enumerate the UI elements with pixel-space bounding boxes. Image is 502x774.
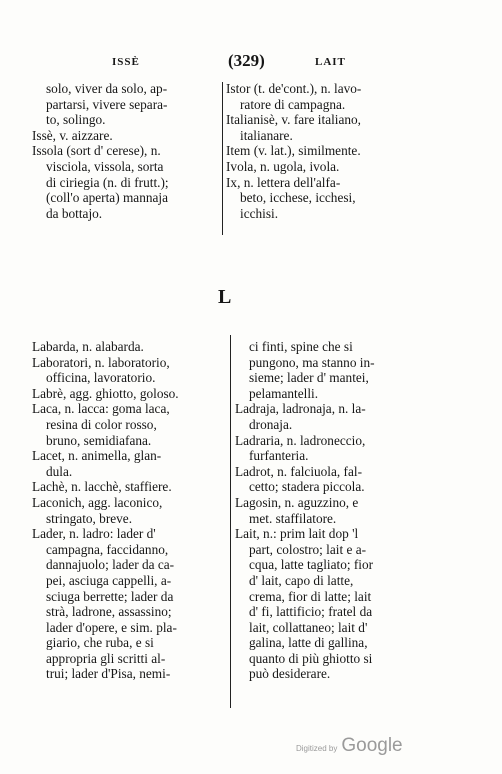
- dictionary-line: met. staffilatore.: [249, 510, 337, 526]
- dictionary-line: bruno, semidiafana.: [46, 432, 152, 448]
- dictionary-entry: Labrè, agg. ghiotto, goloso.: [32, 385, 179, 401]
- dictionary-entry: Labarda, n. alabarda.: [32, 339, 144, 354]
- dictionary-line: officina, lavoratorio.: [46, 370, 156, 386]
- dictionary-entry: Lacet, n. animella, glan-: [32, 448, 162, 464]
- dictionary-line: partarsi, vivere separa-: [46, 96, 168, 112]
- dictionary-line: pei, asciuga cappelli, a-: [46, 572, 172, 588]
- dictionary-line: ratore di campagna.: [240, 96, 346, 112]
- column-divider-top: [222, 82, 223, 235]
- dictionary-line: appropria gli scritti al-: [46, 650, 166, 666]
- dictionary-line: italianare.: [240, 127, 293, 143]
- dictionary-entry: Item (v. lat.), similmente.: [226, 143, 361, 159]
- dictionary-line: icchisi.: [240, 205, 279, 221]
- dictionary-line: d' fi, lattificio; fratel da: [249, 604, 373, 620]
- dictionary-line: cetto; stadera piccola.: [249, 479, 365, 495]
- dictionary-line: beto, icchese, icchesi,: [240, 190, 356, 206]
- dictionary-line: pungono, ma stanno in-: [249, 354, 375, 370]
- dictionary-entry: Ivola, n. ugola, ivola.: [226, 158, 340, 174]
- dictionary-entry: Lader, n. ladro: lader d': [32, 526, 156, 542]
- dictionary-line: ci finti, spine che si: [249, 339, 353, 354]
- dictionary-line: dronaja.: [249, 416, 293, 432]
- header-left-word: ISSÈ: [112, 56, 140, 68]
- dictionary-line: crema, fior di latte; lait: [249, 588, 372, 604]
- column-bottom-left: [32, 339, 228, 682]
- dictionary-line: campagna, faccidanno,: [46, 541, 169, 557]
- dictionary-line: (coll'o aperta) mannaja: [46, 190, 169, 206]
- running-header: [0, 51, 502, 75]
- dictionary-entry: Istor (t. de'cont.), n. lavo-: [226, 81, 362, 96]
- dictionary-entry: Ladraria, n. ladroneccio,: [235, 432, 366, 448]
- digitization-footer: [296, 735, 403, 757]
- dictionary-line: di ciriegia (n. di frutt.);: [46, 174, 169, 190]
- dictionary-line: resina di color rosso,: [46, 416, 157, 432]
- dictionary-entry: Laca, n. lacca: goma laca,: [32, 401, 170, 417]
- dictionary-line: lader d'opere, e sim. pla-: [46, 619, 177, 635]
- dictionary-entry: Lait, n.: prim lait dop 'l: [235, 526, 359, 542]
- dictionary-line: d' lait, capo di latte,: [249, 572, 354, 588]
- dictionary-line: dannajuolo; lader da ca-: [46, 557, 175, 573]
- header-right-word: LAIT: [315, 56, 346, 68]
- dictionary-line: trui; lader d'Pisa, nemi-: [46, 666, 171, 682]
- dictionary-line: visciola, vissola, sorta: [46, 158, 164, 174]
- dictionary-entry: Ladraja, ladronaja, n. la-: [235, 401, 366, 417]
- page-number: (329): [228, 51, 265, 70]
- dictionary-line: pelamantelli.: [249, 385, 319, 401]
- dictionary-entry: Issola (sort d' cerese), n.: [32, 143, 161, 159]
- dictionary-line: dula.: [46, 463, 73, 479]
- dictionary-entry: Issè, v. aizzare.: [32, 127, 113, 143]
- dictionary-line: quanto di più ghiotto si: [249, 650, 373, 666]
- column-top-right: [226, 81, 422, 221]
- column-divider-bottom: [230, 335, 231, 708]
- column-top-left: [32, 81, 220, 221]
- dictionary-line: può desiderare.: [249, 666, 331, 682]
- digitized-by-label: Digitized by: [296, 744, 338, 753]
- dictionary-line: lait, collattaneo; lait d': [249, 619, 368, 635]
- dictionary-entry: Lachè, n. lacchè, staffiere.: [32, 479, 172, 495]
- dictionary-entry: Ix, n. lettera dell'alfa-: [226, 174, 341, 190]
- dictionary-line: solo, viver da solo, ap-: [46, 81, 168, 96]
- dictionary-line: cqua, latte tagliato; fior: [249, 557, 374, 573]
- dictionary-line: sieme; lader d' mantei,: [249, 370, 369, 386]
- section-letter: L: [218, 286, 232, 308]
- dictionary-line: da bottajo.: [46, 205, 103, 221]
- dictionary-entry: Laconich, agg. laconico,: [32, 494, 163, 510]
- dictionary-entry: Laboratori, n. laboratorio,: [32, 354, 170, 370]
- dictionary-line: part, colostro; lait e a-: [249, 541, 367, 557]
- dictionary-entry: Ladrot, n. falciuola, fal-: [235, 463, 363, 479]
- dictionary-entry: Italianisè, v. fare italiano,: [226, 112, 362, 128]
- dictionary-line: stringato, breve.: [46, 510, 133, 526]
- dictionary-line: galina, latte di gallina,: [249, 635, 368, 651]
- dictionary-line: to, solingo.: [46, 112, 106, 128]
- google-logo-text: Google: [341, 735, 403, 756]
- dictionary-line: furfanteria.: [249, 448, 309, 464]
- dictionary-line: sciuga berrette; lader da: [46, 588, 174, 604]
- dictionary-entry: Lagosin, n. aguzzino, e: [235, 494, 359, 510]
- column-bottom-right: [235, 339, 425, 682]
- dictionary-line: giario, che ruba, e si: [46, 635, 154, 651]
- dictionary-line: strà, ladrone, assassino;: [46, 604, 172, 620]
